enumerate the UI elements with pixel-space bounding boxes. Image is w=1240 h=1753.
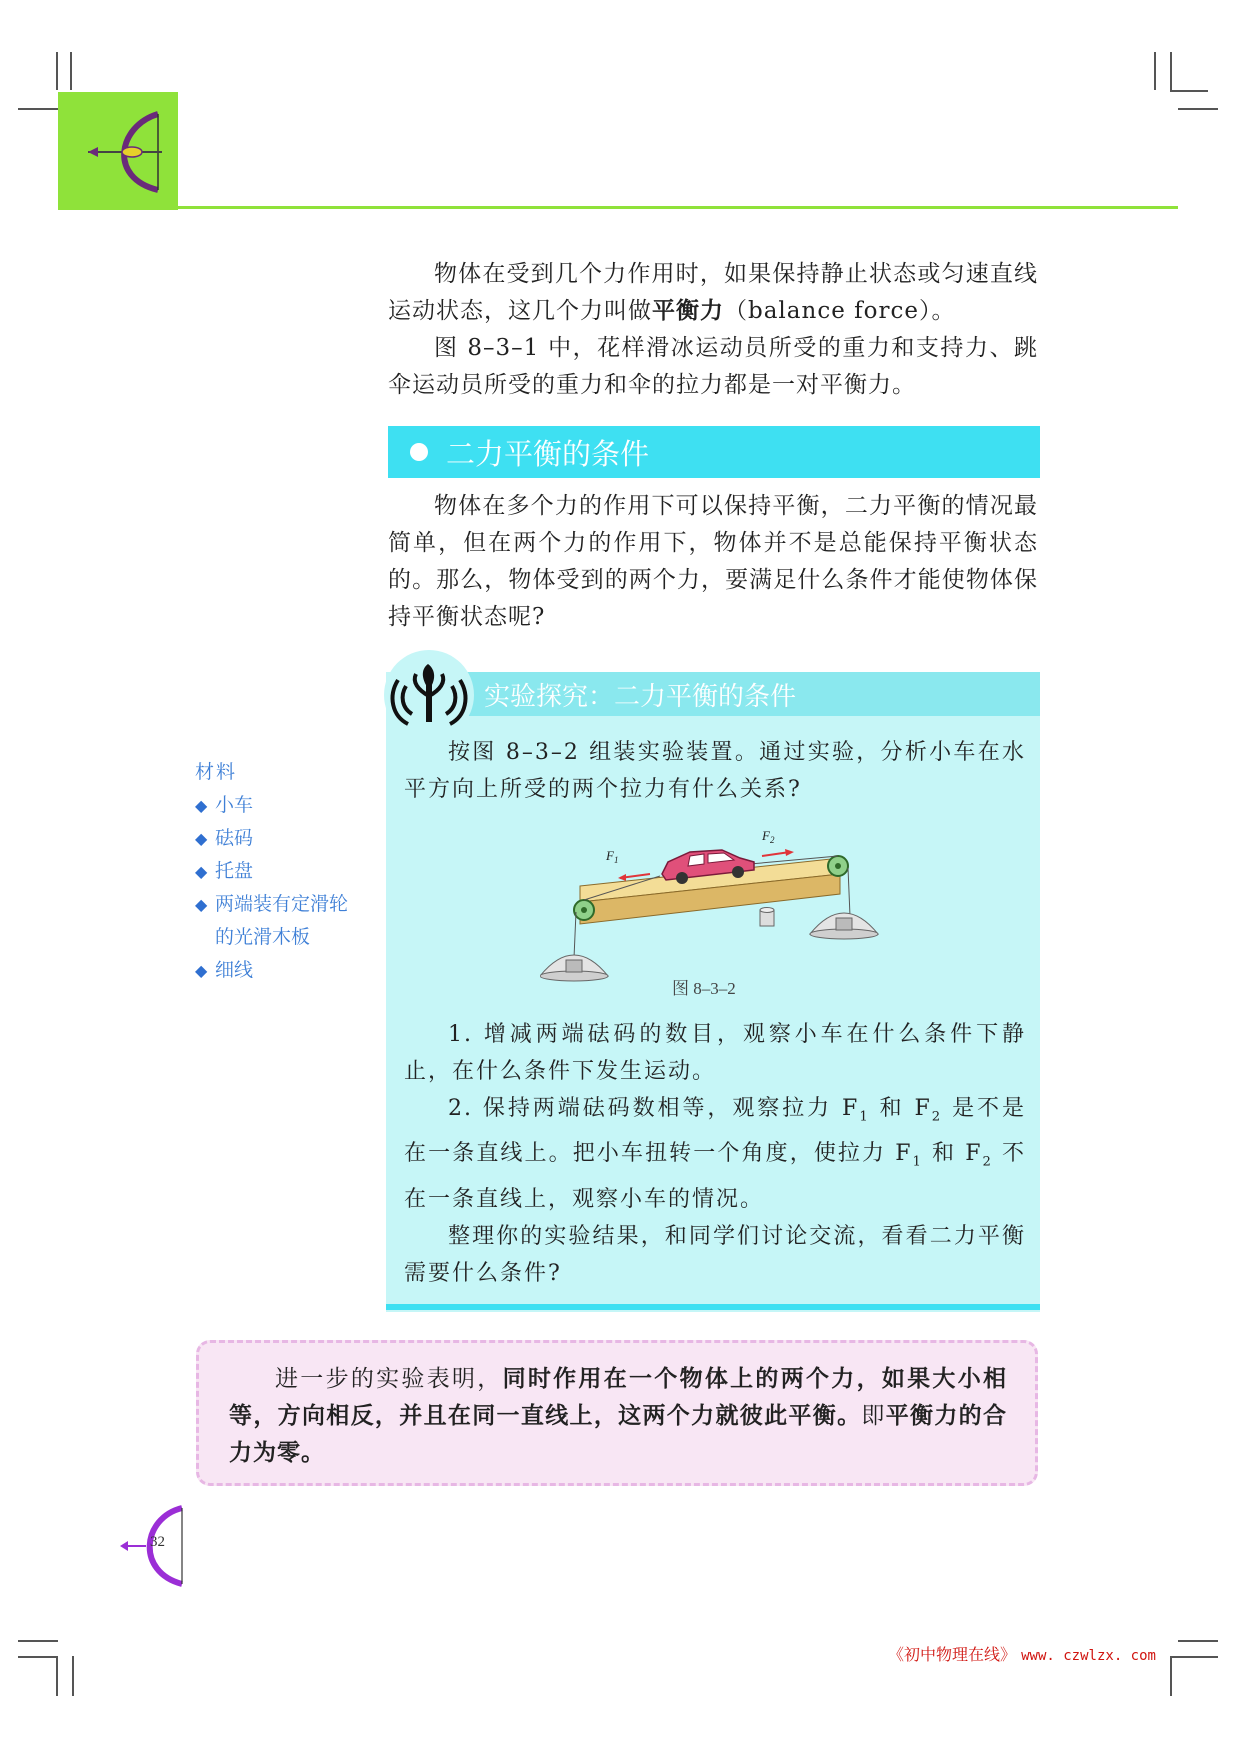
experiment-step-2: 2. 保持两端砝码数相等，观察拉力 $F_1$ 和 $F_2$ 是不是在一条直线上。把小车扭转一个角度，使拉力 $F_1$ 和 $F_2$ 不在一条直线上，观察小车的情况。 xyxy=(404,1096,1026,1212)
experiment-summary: 整理你的实验结果，和同学们讨论交流，看看二力平衡需要什么条件? xyxy=(404,1223,1026,1286)
intro-paragraph-1: 物体在受到几个力作用时，如果保持静止状态或匀速直线运动状态，这几个力叫做平衡力（balance force）。 xyxy=(388,261,1038,324)
label-f1: $F_1$ xyxy=(606,848,619,865)
materials-sidebar xyxy=(195,756,355,987)
section-paragraph: 物体在多个力的作用下可以保持平衡，二力平衡的情况最简单，但在两个力的作用下，物体并不是总能保持平衡状态的。那么，物体受到的两个力，要满足什么条件才能使物体保持平衡状态呢? xyxy=(388,493,1038,630)
diamond-bullet-icon: ◆ xyxy=(195,961,208,980)
section-heading xyxy=(388,426,1040,478)
experiment-intro: 按图 8–3–2 组装实验装置。通过实验，分析小车在水平方向上所受的两个拉力有什么关系? xyxy=(404,740,1026,802)
crop-mark xyxy=(18,1656,58,1658)
crop-mark xyxy=(72,1656,74,1696)
crop-mark xyxy=(18,108,58,110)
crop-mark xyxy=(56,52,58,90)
crop-mark xyxy=(56,1656,58,1696)
diamond-bullet-icon: ◆ xyxy=(195,829,208,848)
conclusion-text: 进一步的实验表明，同时作用在一个物体上的两个力，如果大小相等，方向相反，并且在同一直线上，这两个力就彼此平衡。即平衡力的合力为零。 xyxy=(229,1366,1008,1466)
crop-mark xyxy=(1178,1640,1218,1642)
intro-text xyxy=(388,256,1038,404)
term-balance-force: 平衡力 xyxy=(652,298,724,324)
experiment-icon xyxy=(384,650,474,740)
crop-mark xyxy=(1178,108,1218,110)
experiment-figure xyxy=(540,810,880,990)
bow-arrow-icon xyxy=(58,92,178,210)
experiment-title: 实验探究：二力平衡的条件 xyxy=(484,681,797,712)
diamond-bullet-icon: ◆ xyxy=(195,862,208,881)
material-item: ◆ 托盘 xyxy=(195,855,355,888)
experiment-symbol xyxy=(384,650,474,740)
header-green-block xyxy=(58,92,178,210)
material-item: ◆ 两端装有定滑轮的光滑木板 xyxy=(195,888,355,954)
crop-mark xyxy=(1170,90,1208,92)
crop-mark xyxy=(1170,1656,1172,1696)
intro-paragraph-2: 图 8–3–1 中，花样滑冰运动员所受的重力和支持力、跳伞运动员所受的重力和伞的拉力都是一对平衡力。 xyxy=(388,335,1038,398)
crop-mark xyxy=(70,52,72,90)
material-item: ◆ 细线 xyxy=(195,954,355,987)
header-rule xyxy=(178,206,1178,209)
materials-title: 材料 xyxy=(195,761,238,783)
crop-mark xyxy=(1154,52,1156,90)
section-text xyxy=(388,488,1038,636)
section-title: 二力平衡的条件 xyxy=(446,436,650,471)
diamond-bullet-icon: ◆ xyxy=(195,796,208,815)
experiment-step-1: 1. 增减两端砝码的数目，观察小车在什么条件下静止，在什么条件下发生运动。 xyxy=(404,1022,1026,1084)
experiment-heading xyxy=(430,672,1040,716)
bullet-dot-icon xyxy=(410,443,428,461)
crop-mark xyxy=(18,1640,58,1642)
experiment-box-bottom-rule xyxy=(386,1304,1040,1310)
figure-caption: 图 8–3–2 xyxy=(672,979,736,998)
material-item: ◆ 小车 xyxy=(195,789,355,822)
material-item: ◆ 砝码 xyxy=(195,822,355,855)
diamond-bullet-icon: ◆ xyxy=(195,895,208,914)
footer-brand: 《初中物理在线》 xyxy=(888,1645,1017,1664)
crop-mark xyxy=(1170,52,1172,90)
page-number: 32 xyxy=(150,1534,165,1550)
experiment-steps xyxy=(404,1016,1026,1292)
crop-mark xyxy=(1170,1656,1218,1658)
footer-watermark xyxy=(888,1642,1156,1665)
footer-url: www. czwlzx. com xyxy=(1021,1648,1156,1664)
conclusion-box xyxy=(196,1340,1038,1486)
label-f2: $F_2$ xyxy=(762,828,775,845)
